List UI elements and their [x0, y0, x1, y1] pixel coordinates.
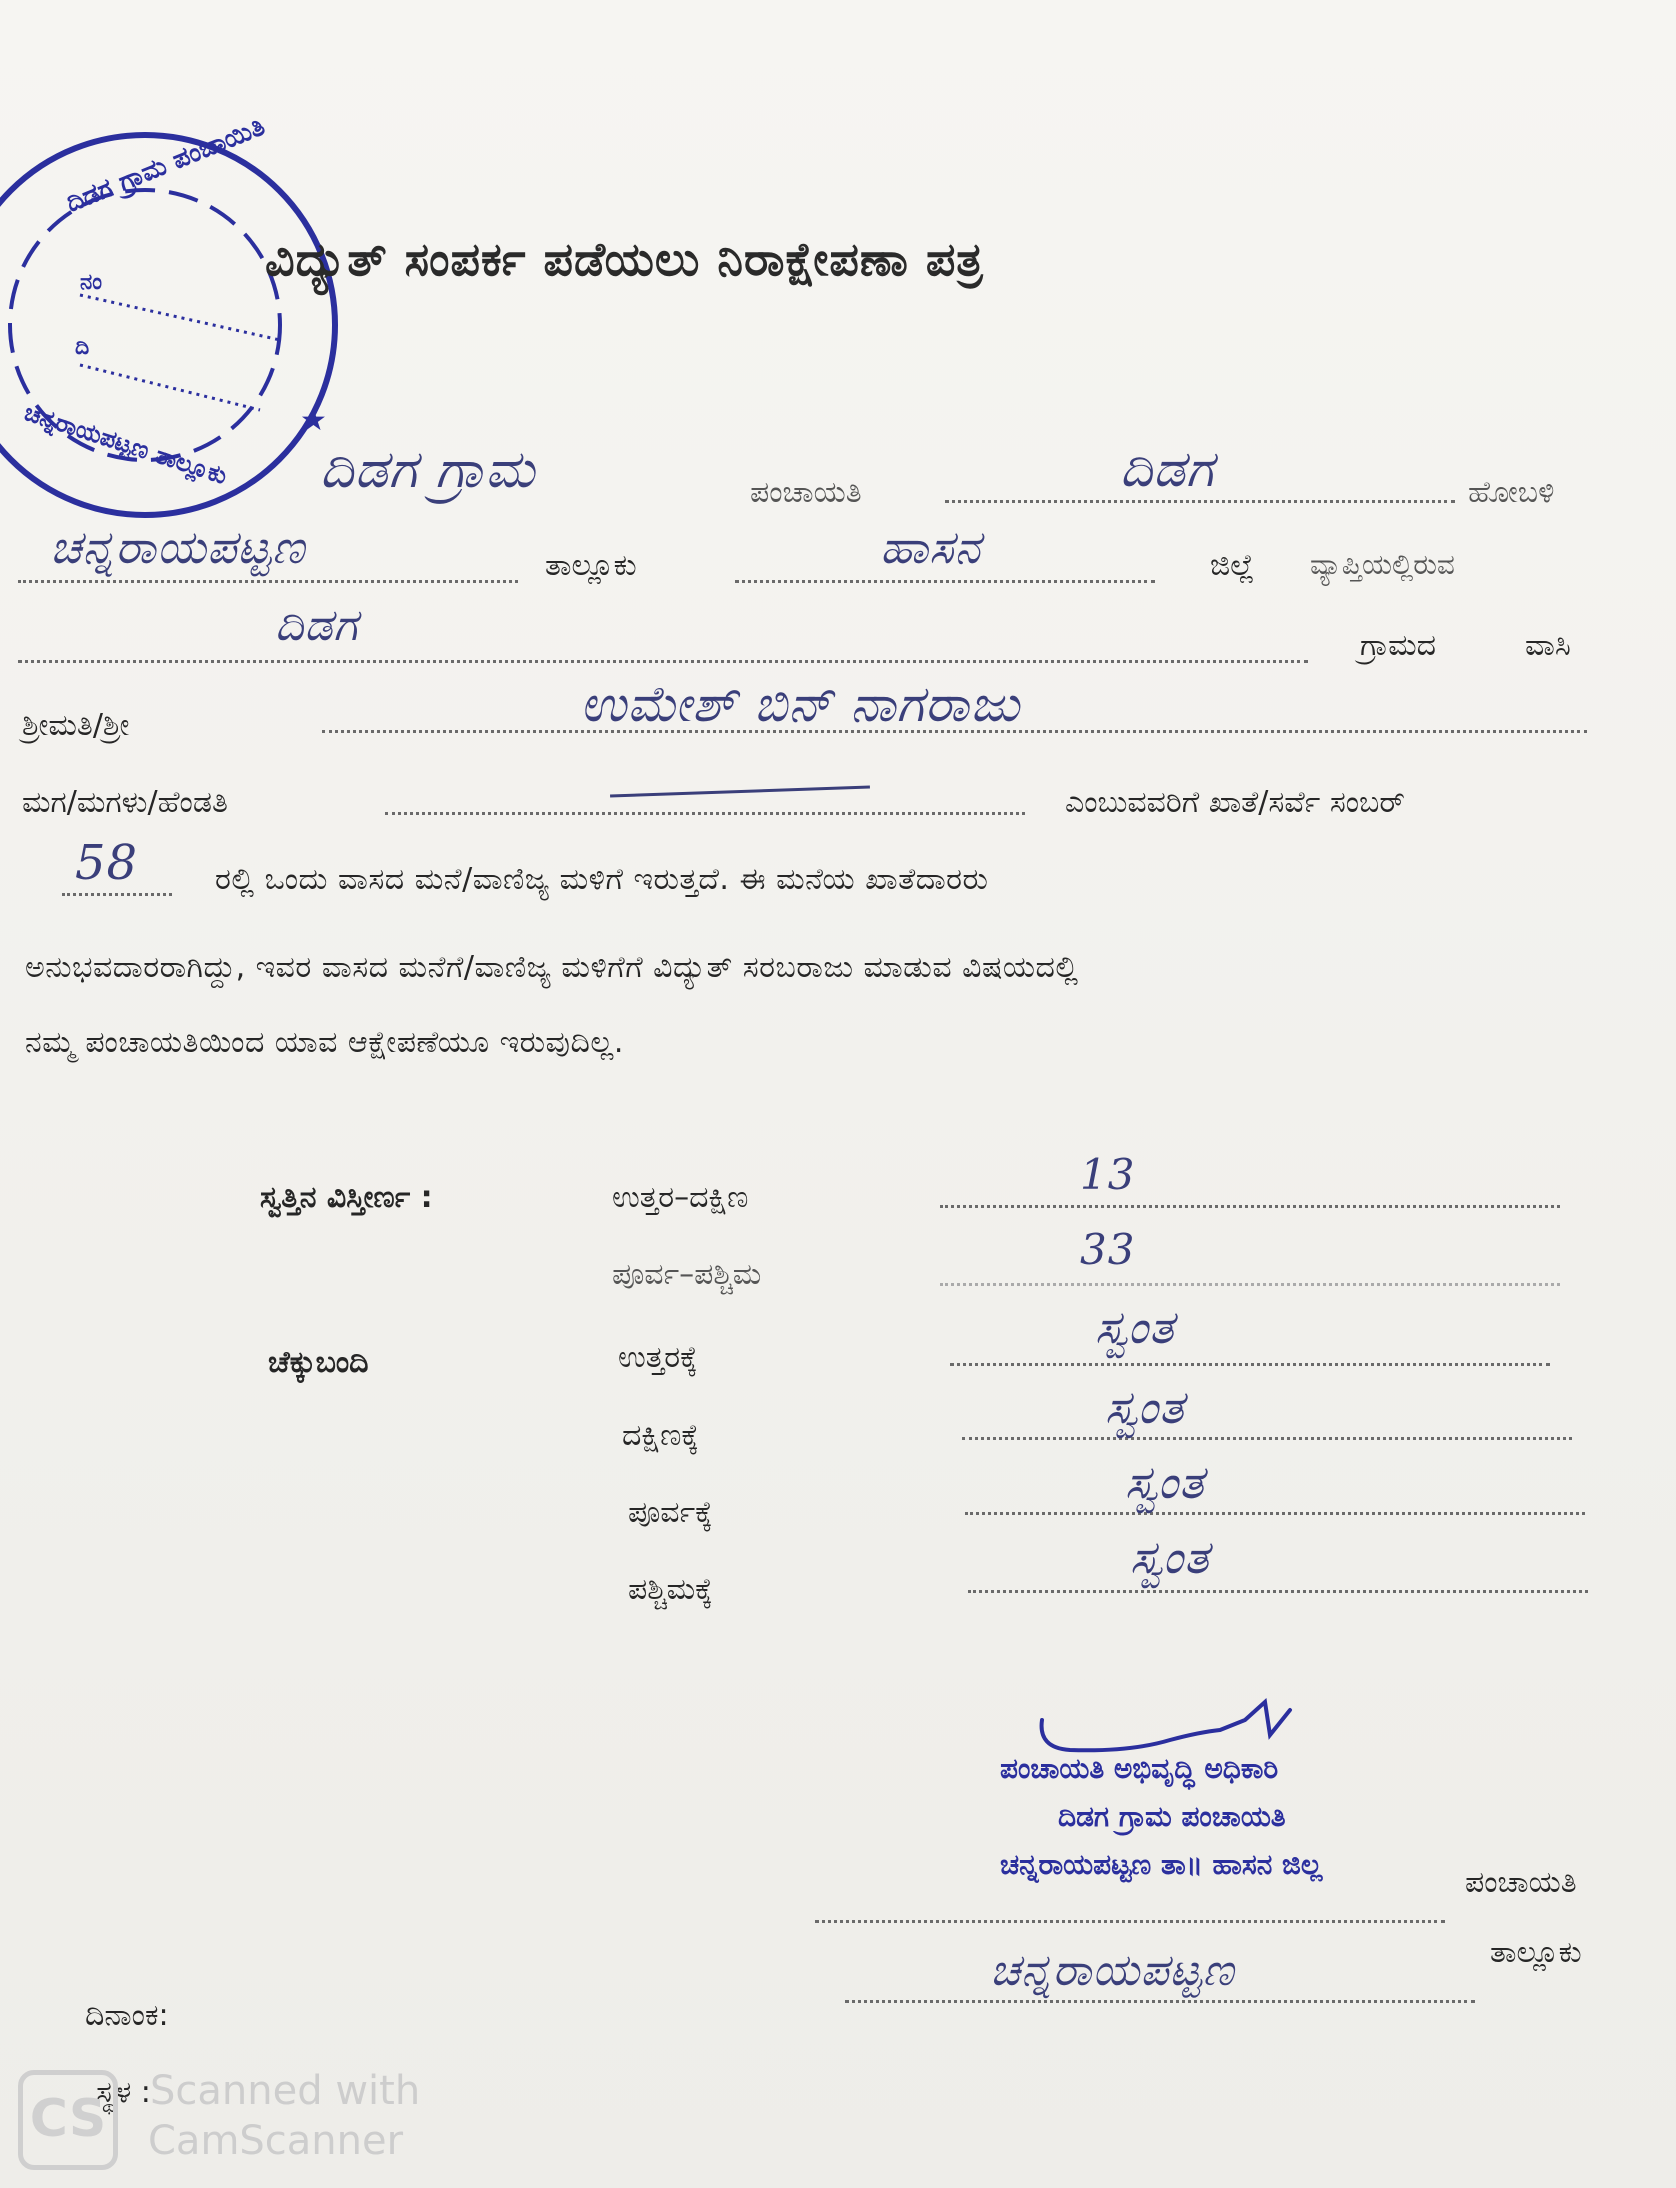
line1-panchayat-label: ಪಂಚಾಯತಿ — [750, 475, 862, 510]
north-south-label: ಉತ್ತರ–ದಕ್ಷಿಣ — [612, 1180, 749, 1215]
stamp-line-1: ಪಂಚಾಯತಿ ಅಭಿವೃದ್ಧಿ ಅಧಿಕಾರಿ — [1000, 1752, 1279, 1785]
east-label: ಪೂರ್ವಕ್ಕೆ — [628, 1495, 713, 1530]
north-dots — [950, 1363, 1550, 1366]
south-value: ಸ್ವಂತ — [1105, 1380, 1185, 1434]
south-dots — [962, 1437, 1572, 1440]
document-title: ವಿದ್ಯುತ್ ಸಂಪರ್ಕ ಪಡೆಯಲು ನಿರಾಕ್ಷೇಪಣಾ ಪತ್ರ — [265, 232, 984, 286]
area-label: ಸ್ವತ್ತಿನ ವಿಸ್ತೀರ್ಣ : — [260, 1180, 433, 1215]
taluk-label: ತಾಲ್ಲೂಕು — [1490, 1935, 1582, 1970]
east-west-label: ಪೂರ್ವ–ಪಶ್ಚಿಮ — [612, 1257, 762, 1292]
date-label: ದಿನಾಂಕ: — [85, 1998, 169, 2033]
panchayat-label: ಪಂಚಾಯತಿ — [1465, 1865, 1577, 1900]
line2-taluk-label: ತಾಲ್ಲೂಕು — [545, 548, 637, 583]
stamp-line-2: ದಿಡಗ ಗ್ರಾಮ ಪಂಚಾಯತಿ — [1058, 1800, 1286, 1833]
line2-taluk-hand: ಚನ್ನರಾಯಪಟ್ಟಣ — [50, 520, 306, 574]
panchayat-dots — [815, 1920, 1445, 1923]
east-value: ಸ್ವಂತ — [1125, 1455, 1205, 1509]
line5-survey-label: ಎಂಬುವವರಿಗೆ ಖಾತೆ/ಸರ್ವೆ ಸಂಬರ್ — [1065, 785, 1405, 820]
south-label: ದಕ್ಷಿಣಕ್ಕೆ — [622, 1418, 699, 1453]
line3-dots — [18, 660, 1308, 663]
line1-village-hand: ದಿಡಗ ಗ್ರಾಮ — [320, 440, 536, 500]
west-value: ಸ್ವಂತ — [1130, 1530, 1210, 1584]
line2-jurisdiction-label: ವ್ಯಾಪ್ತಿಯಲ್ಲಿರುವ — [1310, 548, 1455, 581]
east-west-dots — [940, 1283, 1560, 1286]
place-label: ಸ್ಥಳ : — [96, 2075, 151, 2110]
east-west-value: 33 — [1080, 1225, 1136, 1274]
line3-village-hand: ದಿಡಗ — [275, 600, 359, 651]
boundaries-label: ಚೆಕ್ಕುಬಂದಿ — [268, 1345, 369, 1380]
east-dots — [965, 1512, 1585, 1515]
north-south-dots — [940, 1205, 1560, 1208]
west-dots — [968, 1590, 1588, 1593]
line2-dots-2 — [735, 580, 1155, 583]
taluk-dots — [845, 2000, 1475, 2003]
seal-no-label: ನಂ — [80, 270, 102, 295]
line1-dots — [945, 500, 1455, 503]
line5-dots — [385, 812, 1025, 815]
line4-name-prefix: ಶ್ರೀಮತಿ/ಶ್ರೀ — [22, 708, 130, 743]
paragraph-line-2: ಅನುಭವದಾರರಾಗಿದ್ದು, ಇವರ ವಾಸದ ಮನೆಗೆ/ವಾಣಿಜ್ಯ ಮಳಿಗೆಗೆ ವಿದ್ಯುತ್ ಸರಬರಾಜು ಮಾಡುವ ವಿಷಯದಲ್ಲಿ — [25, 950, 1079, 985]
taluk-hand: ಚನ್ನರಾಯಪಟ್ಟಣ — [990, 1945, 1235, 1996]
paragraph-line-3: ನಮ್ಮ ಪಂಚಾಯತಿಯಿಂದ ಯಾವ ಆಕ್ಷೇಪಣೆಯೂ ಇರುವುದಿಲ್ಲ. — [25, 1025, 624, 1060]
line3-resident-label: ವಾಸಿ — [1525, 628, 1571, 663]
seal-date-label: ದಿ — [75, 335, 90, 360]
line1-hobli-hand: ದಿಡಗ — [1120, 440, 1215, 498]
seal-ring-text: ದಿಡಗ ಗ್ರಾಮ ಪಂಚಾಯಿತಿ — [61, 111, 270, 219]
camscanner-logo: CS — [18, 2070, 118, 2170]
line5-dash-mark — [610, 785, 870, 797]
line3-village-label: ಗ್ರಾಮದ — [1360, 628, 1437, 663]
north-label: ಉತ್ತರಕ್ಕೆ — [618, 1340, 698, 1375]
line5-relation-label: ಮಗ/ಮಗಳು/ಹೆಂಡತಿ — [22, 785, 228, 820]
watermark-line-2: CamScanner — [148, 2118, 404, 2164]
west-label: ಪಶ್ಚಿಮಕ್ಕೆ — [628, 1572, 713, 1607]
line6-survey-number-hand: 58 — [75, 835, 139, 891]
line6-text: ರಲ್ಲಿ ಒಂದು ವಾಸದ ಮನೆ/ವಾಣಿಜ್ಯ ಮಳಿಗೆ ಇರುತ್ತದೆ. ಈ ಮನೆಯ ಖಾತೆದಾರರು — [215, 862, 989, 897]
north-value: ಸ್ವಂತ — [1095, 1300, 1175, 1354]
line2-district-hand: ಹಾಸನ — [880, 520, 982, 574]
line1-hobli-label: ಹೋಬಳಿ — [1468, 475, 1555, 510]
stamp-line-3: ಚನ್ನರಾಯಪಟ್ಟಣ ತಾ॥ ಹಾಸನ ಜಿಲ್ಲ — [1000, 1848, 1323, 1881]
line2-district-label: ಜಿಲ್ಲೆ — [1210, 548, 1255, 583]
watermark-line-1: Scanned with — [150, 2068, 421, 2114]
svg-text:★: ★ — [300, 403, 327, 438]
line6-dots — [62, 893, 172, 896]
north-south-value: 13 — [1080, 1150, 1136, 1199]
line2-dots-1 — [18, 580, 518, 583]
line4-name-hand: ಉಮೇಶ್ ಬಿನ್ ನಾಗರಾಜು — [580, 675, 1021, 733]
seal-bottom-text: ಚನ್ನರಾಯಪಟ್ಟಣ ತಾಲ್ಲೂಕು — [20, 398, 231, 490]
